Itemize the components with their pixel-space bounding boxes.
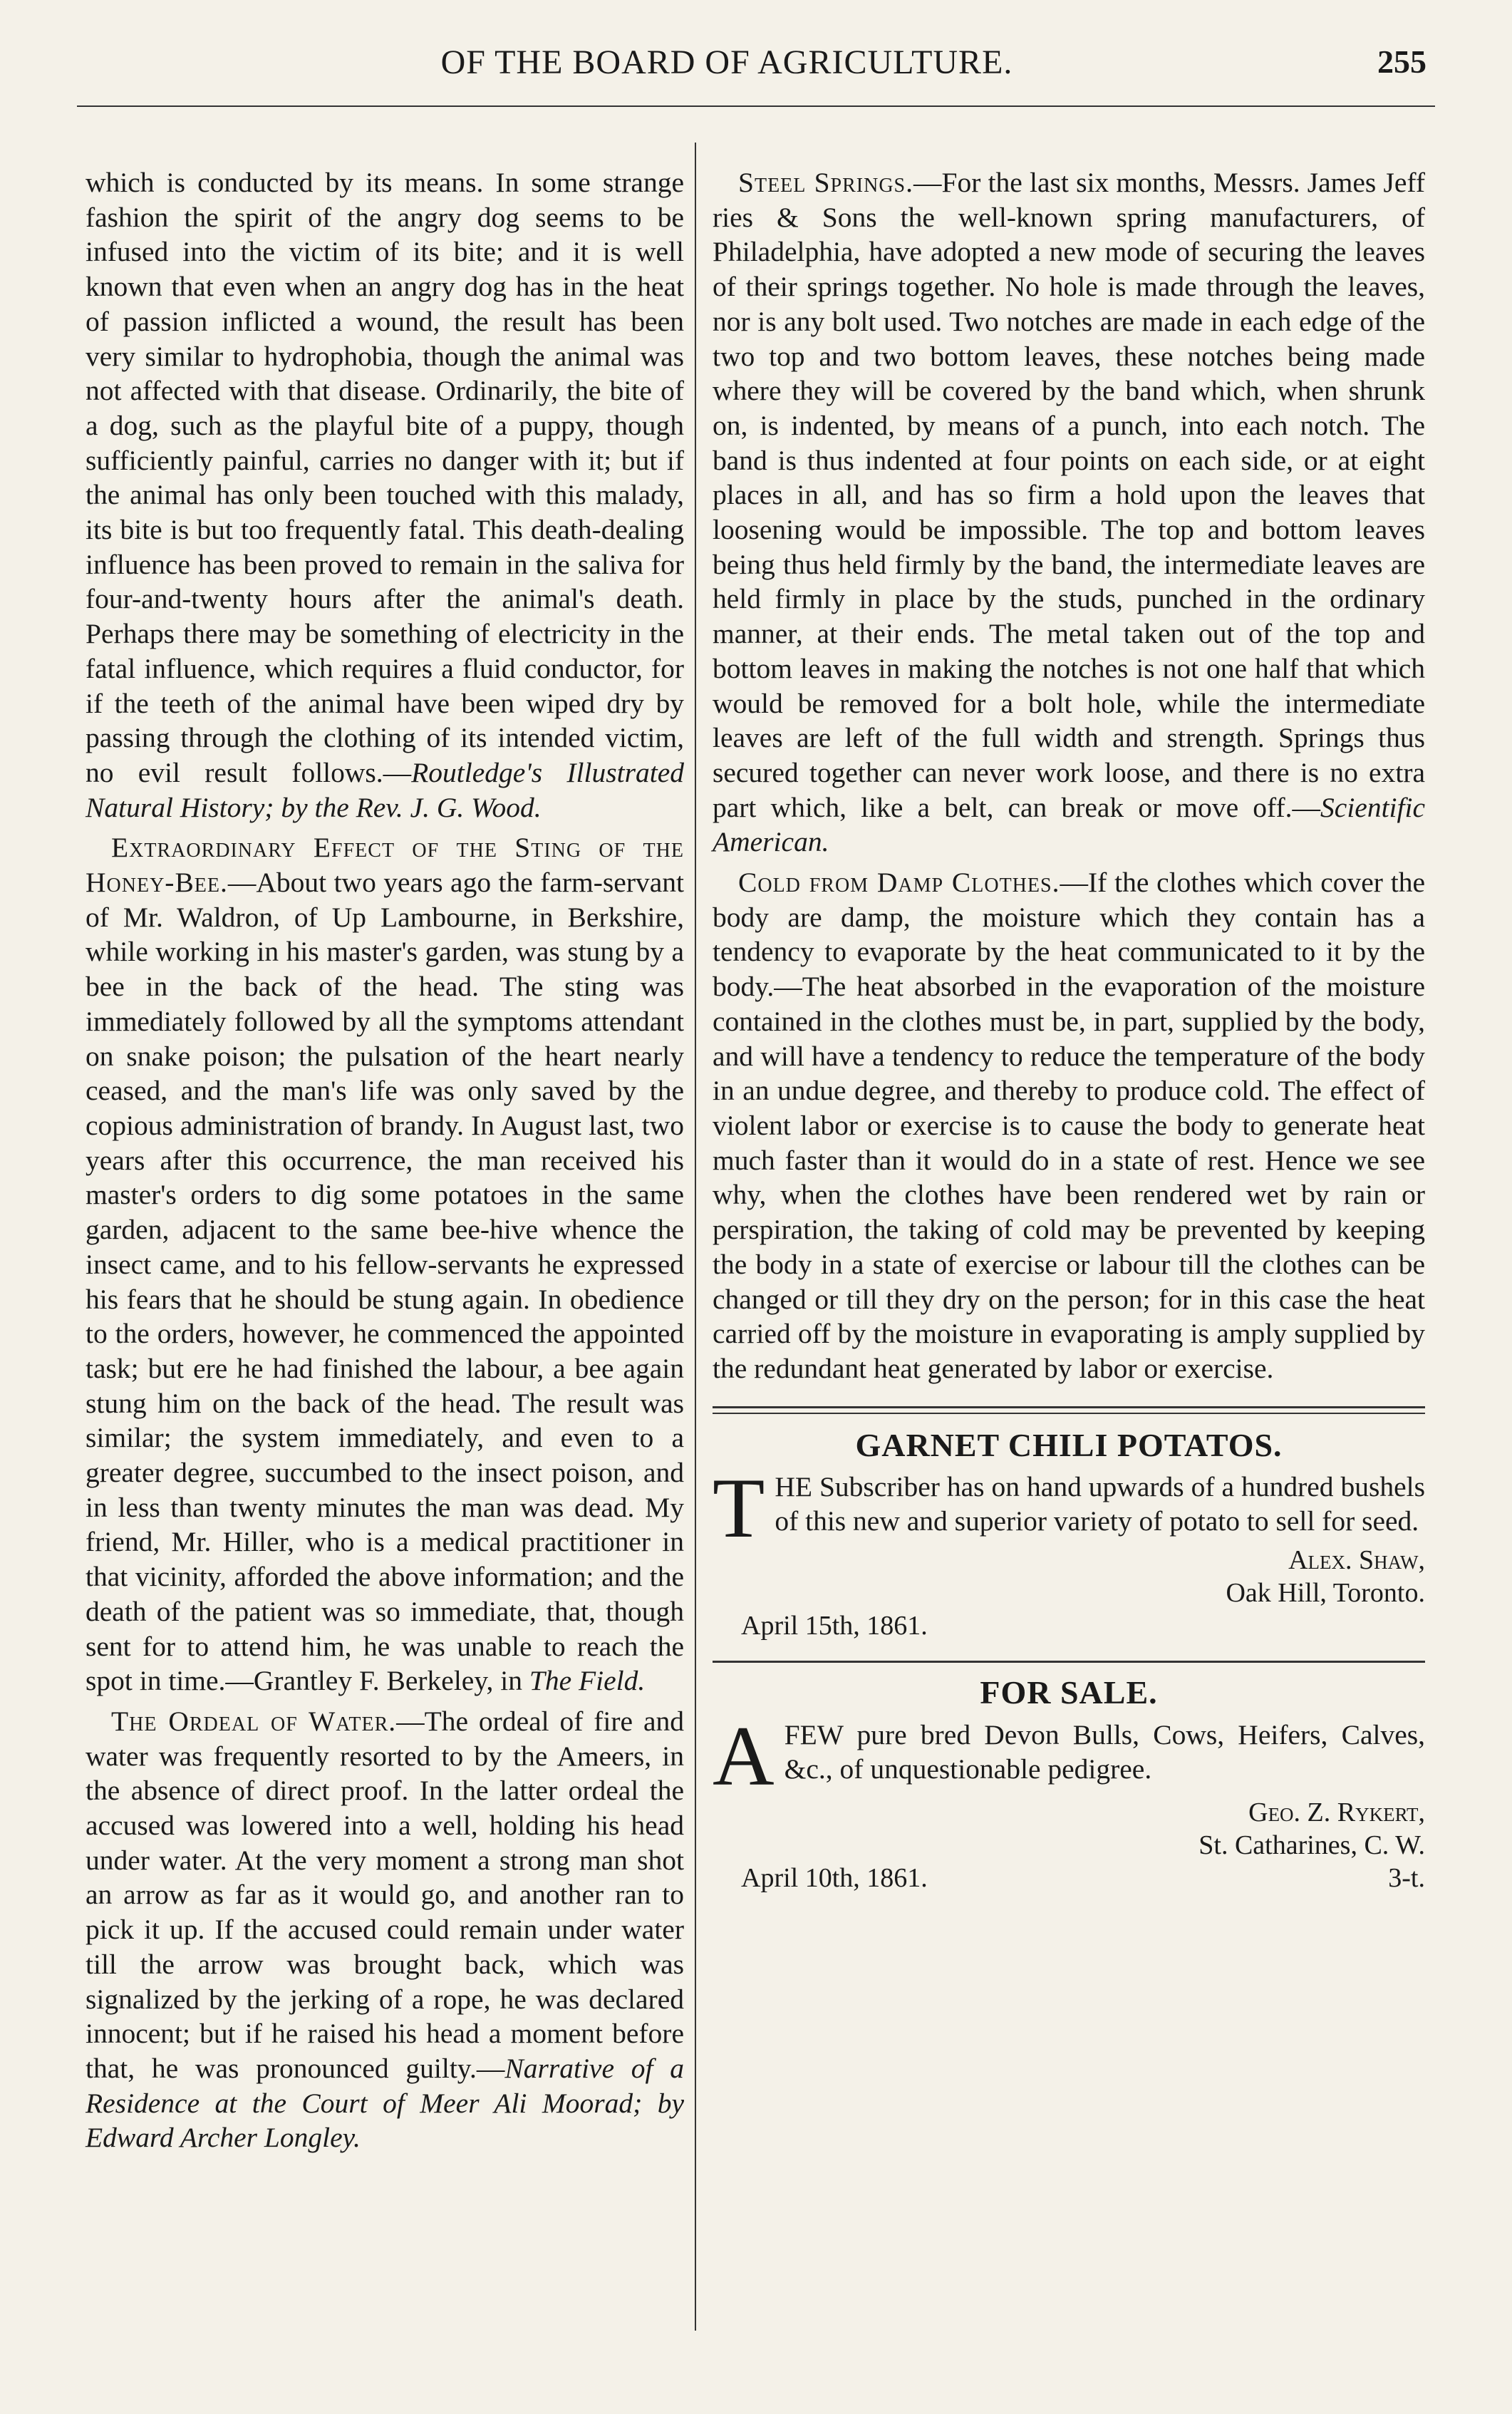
article-text: —For the last six months, Messrs. James Jeff ries & Sons the well-known spring manufacturers, of Philadelphia, have adopted a new mode of securing the leaves of their springs together. No hole is made through the leaves, nor is any bolt used. Two notches are made in each edge of the two top and two bottom leaves, these notches being made where they will be covered by the band which, when shrunk on, is indented, by means of a punch, into each notch. The band is thus indented at four points on each side, or at eight places in all, and has so firm a hold upon the leaves that loosening would be impossible. The top and bottom leaves being thus held firmly by the band, the intermediate leaves are held firmly in place by the studs, punched in the ordinary manner, at their ends. The metal taken out of the top and bottom leaves in making the notches is not one half that which would be removed for a bolt hole, while the intermediate leaves are left of the full width and strength. Springs thus secured together can never work loose, and there is no extra part which, like a belt, can break or move off.— (713, 167, 1425, 823)
ad-signer: Alex. Shaw, (1288, 1545, 1425, 1576)
article-source: The Field. (529, 1665, 646, 1697)
ad-place: Oak Hill, Toronto. (1226, 1578, 1425, 1609)
drop-cap: A (713, 1708, 775, 1804)
article-steel-springs (713, 165, 1425, 860)
ad-text: FEW pure bred Devon Bulls, Cows, Heifers, Calves, &c., of unquestionable pedigree. (784, 1719, 1425, 1785)
article-heading: The Ordeal of Water. (111, 1705, 397, 1737)
column-divider (695, 143, 696, 2331)
ad-dateline (713, 1862, 1425, 1894)
article-text: —If the clothes which cover the body are damp, the moisture which they contain has a tendency to evaporate by the heat communicated to it by the body.—The heat absorbed in the evaporation of the moisture contained in the clothes must be, in part, supplied by the body, and will have a tendency to reduce the temperature of the body in an undue degree, and thereby to produce cold. The effect of violent labor or exercise is to cause the body to generate heat much faster than it would do in a state of rest. Hence we see why, when the clothes have been rendered wet by rain or perspiration, the taking of cold may be prevented by keeping the body in a state of exercise or labour till the clothes can be changed or till they dry on the person; for in this case the heat carried off by the moisture in evaporating is amply supplied by the redundant heat generated by labor or exercise. (713, 867, 1425, 1384)
left-column (86, 165, 684, 2161)
article-damp-clothes (713, 865, 1425, 1386)
ad-title: GARNET CHILI POTATOS. (855, 1426, 1283, 1463)
ad-signature (713, 1544, 1425, 1609)
ad-separator (713, 1661, 1425, 1663)
ad-place: St. Catharines, C. W. (1198, 1830, 1425, 1861)
article-source: Narrative of a Residence at the Court of Meer Ali Moorad; by Edward Archer Longley. (86, 2052, 684, 2154)
ad-title: FOR SALE. (980, 1674, 1158, 1711)
ad-date: April 10th, 1861. (741, 1863, 928, 1894)
ad-text: HE Subscriber has on hand upwards of a hundred bushels of this new and superior variety of potato to sell for seed. (775, 1471, 1425, 1537)
article-heading: Cold from Damp Clothes. (738, 867, 1060, 899)
article-source: Scientific American. (713, 791, 1425, 858)
article-text: which is conducted by its means. In some strange fashion the spirit of the angry dog seems to be infused into the victim of its bite; and it is well known that even when an angry dog has in the heat of passion inflicted a wound, the result has been very similar to hydrophobia, though the animal was not affected with that disease. Ordinarily, the bite of a dog, such as the playful bite of a puppy, though sufficiently painful, carries no danger with it; but if the animal has only been touched with this malady, its bite is but too frequently fatal. This death-dealing influence has been proved to remain in the saliva for four-and-twenty hours after the animal's death. Perhaps there may be something of electricity in the fatal influence, which requires a fluid conductor, for if the teeth of the animal have been wiped dry by passing through the clothing of its intended victim, no evil result follows.— (86, 167, 684, 788)
article-text: —The ordeal of fire and water was frequently resorted to by the Ameers, in the absence of direct proof. In the latter ordeal the accused was lowered into a well, holding his head under water. At the very moment a strong man shot an arrow as far as it would go, and another ran to pick it up. If the accused could remain under water till the arrow was brought back, which was signalized by the jerking of a rope, he was declared innocent; but if he raised his head a moment before that, he was pronounced guilty.— (86, 1705, 684, 2084)
drop-cap: T (713, 1460, 765, 1556)
ad-date: April 15th, 1861. (741, 1611, 928, 1641)
ad-dateline (713, 1609, 1425, 1642)
article-heading: Steel Springs. (738, 167, 914, 198)
ad-body (713, 1460, 1425, 1556)
article-rabies-end (86, 165, 684, 825)
ad-for-sale (713, 1676, 1425, 1894)
running-head (0, 43, 1512, 107)
ad-code: 3-t. (1388, 1863, 1425, 1894)
page-number: 255 (1377, 43, 1426, 80)
running-title: OF THE BOARD OF AGRICULTURE. (440, 43, 1013, 81)
article-bee-sting (86, 830, 684, 1698)
article-heading: Extraordinary Effect of the Sting of the Honey-Bee. (86, 832, 684, 899)
ad-signer: Geo. Z. Rykert, (1248, 1797, 1425, 1828)
ad-body (713, 1708, 1425, 1804)
article-ordeal-water (86, 1704, 684, 2155)
article-text: —About two years ago the farm-servant of Mr. Waldron, of Up Lambourne, in Berkshire, while working in his master's garden, was stung by a bee in the back of the head. The sting was immediately followed by all the symptoms attendant on snake poison; the pulsation of the heart nearly ceased, and the man's life was only saved by the copious administration of brandy. In August last, two years after this occurrence, the man received his master's orders to dig some potatoes in the same garden, adjacent to the same bee-hive whence the insect came, and to his fellow-servants he expressed his fears that he should be stung again. In obedience to the orders, however, he commenced the appointed task; but ere he had finished the labour, a bee again stung him on the back of the head. The result was similar; the system immediately, and even to a greater degree, succumbed to the insect poison, and in less than twenty minutes the man was dead. My friend, Mr. Hiller, who is a medical practitioner in that vicinity, afforded the above information; and the death of the patient was so immediate, that, though sent for to attend him, he was unable to reach the spot in time.—Grantley F. Berkeley, in (86, 867, 684, 1697)
ad-signature (713, 1796, 1425, 1862)
article-source: Routledge's Illustrated Natural History; by the Rev. J. G. Wood. (86, 756, 684, 823)
ad-garnet-potatos (713, 1428, 1425, 1643)
ad-separator (713, 1406, 1425, 1414)
right-column (713, 165, 1425, 1894)
header-rule (77, 105, 1435, 107)
